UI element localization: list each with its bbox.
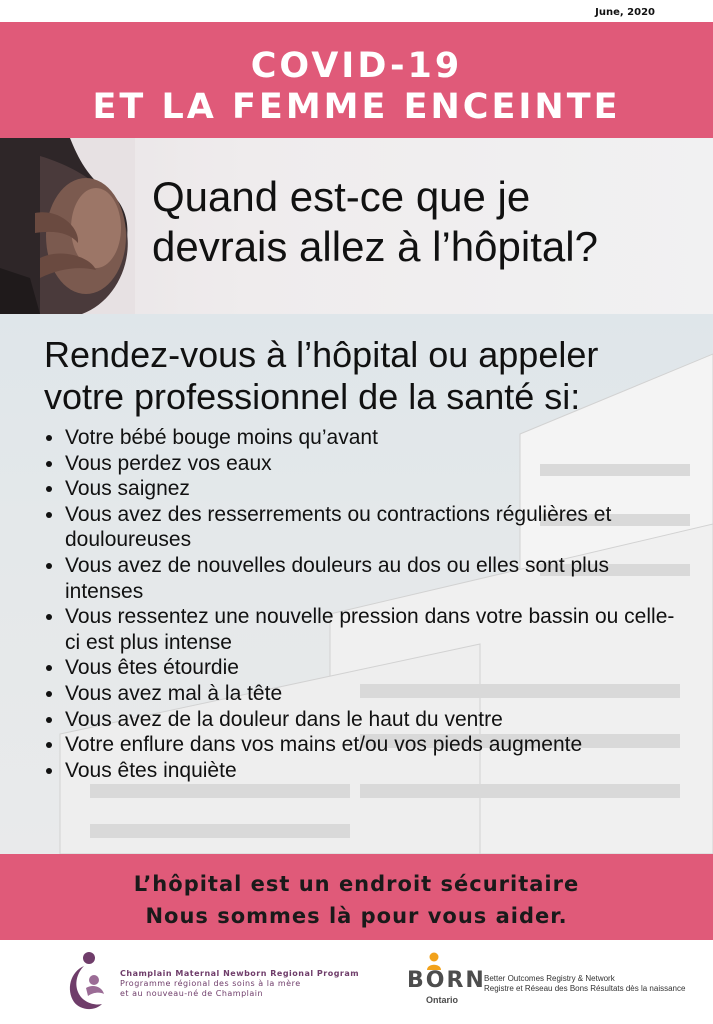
- partner-logos: [0, 940, 713, 1024]
- title-banner: [0, 22, 713, 138]
- reassurance-line-1: L’hôpital est un endroit sécuritaire: [133, 872, 580, 896]
- list-item: Vous êtes inquiète: [44, 758, 684, 784]
- list-item: Votre enflure dans vos mains et/ou vos pieds augmente: [44, 732, 684, 758]
- question-section: [0, 138, 713, 314]
- question-line-2: devrais allez à l’hôpital?: [152, 223, 598, 270]
- list-item: Vous avez mal à la tête: [44, 681, 684, 707]
- born-logo-region: Ontario: [426, 995, 459, 1005]
- symptoms-section: [0, 314, 713, 854]
- list-item: Vous êtes étourdie: [44, 655, 684, 681]
- list-item: Vous ressentez une nouvelle pression dans votre bassin ou celle-ci est plus intense: [44, 604, 684, 655]
- champlain-name-fr-1: Programme régional des soins à la mère: [120, 979, 301, 988]
- born-name-en: Better Outcomes Registry & Network: [484, 974, 615, 983]
- symptoms-heading: [44, 334, 598, 418]
- title-line-2: ET LA FEMME ENCEINTE: [92, 87, 621, 127]
- list-item: Vous avez de nouvelles douleurs au dos ou elles sont plus intenses: [44, 553, 684, 604]
- publication-date: June, 2020: [595, 7, 655, 18]
- reassurance-line-2: Nous sommes là pour vous aider.: [145, 904, 568, 928]
- question-line-1: Quand est-ce que je: [152, 173, 531, 220]
- champlain-name: Champlain Maternal Newborn Regional Program: [120, 969, 360, 978]
- born-name-fr: Registre et Réseau des Bons Résultats dès la naissance: [484, 984, 686, 993]
- list-item: Votre bébé bouge moins qu’avant: [44, 425, 684, 451]
- champlain-logo-icon: [64, 950, 110, 1012]
- symptoms-heading-line-2: votre professionnel de la santé si:: [44, 376, 581, 417]
- list-item: Vous saignez: [44, 476, 684, 502]
- born-logo-word: BORN: [407, 968, 486, 993]
- pregnant-belly-photo: [0, 138, 135, 314]
- list-item: Vous perdez vos eaux: [44, 451, 684, 477]
- symptoms-heading-line-1: Rendez-vous à l’hôpital ou appeler: [44, 334, 599, 375]
- list-item: Vous avez des resserrements ou contractions régulières et douloureuses: [44, 502, 684, 553]
- list-item: Vous avez de la douleur dans le haut du ventre: [44, 707, 684, 733]
- reassurance-banner: [0, 854, 713, 940]
- title-line-1: COVID-19: [250, 46, 463, 86]
- symptom-list: [44, 425, 684, 783]
- champlain-name-fr-2: et au nouveau-né de Champlain: [120, 989, 264, 998]
- born-network-text: [484, 974, 685, 994]
- champlain-program-text: [120, 969, 359, 999]
- question-heading: [152, 172, 598, 272]
